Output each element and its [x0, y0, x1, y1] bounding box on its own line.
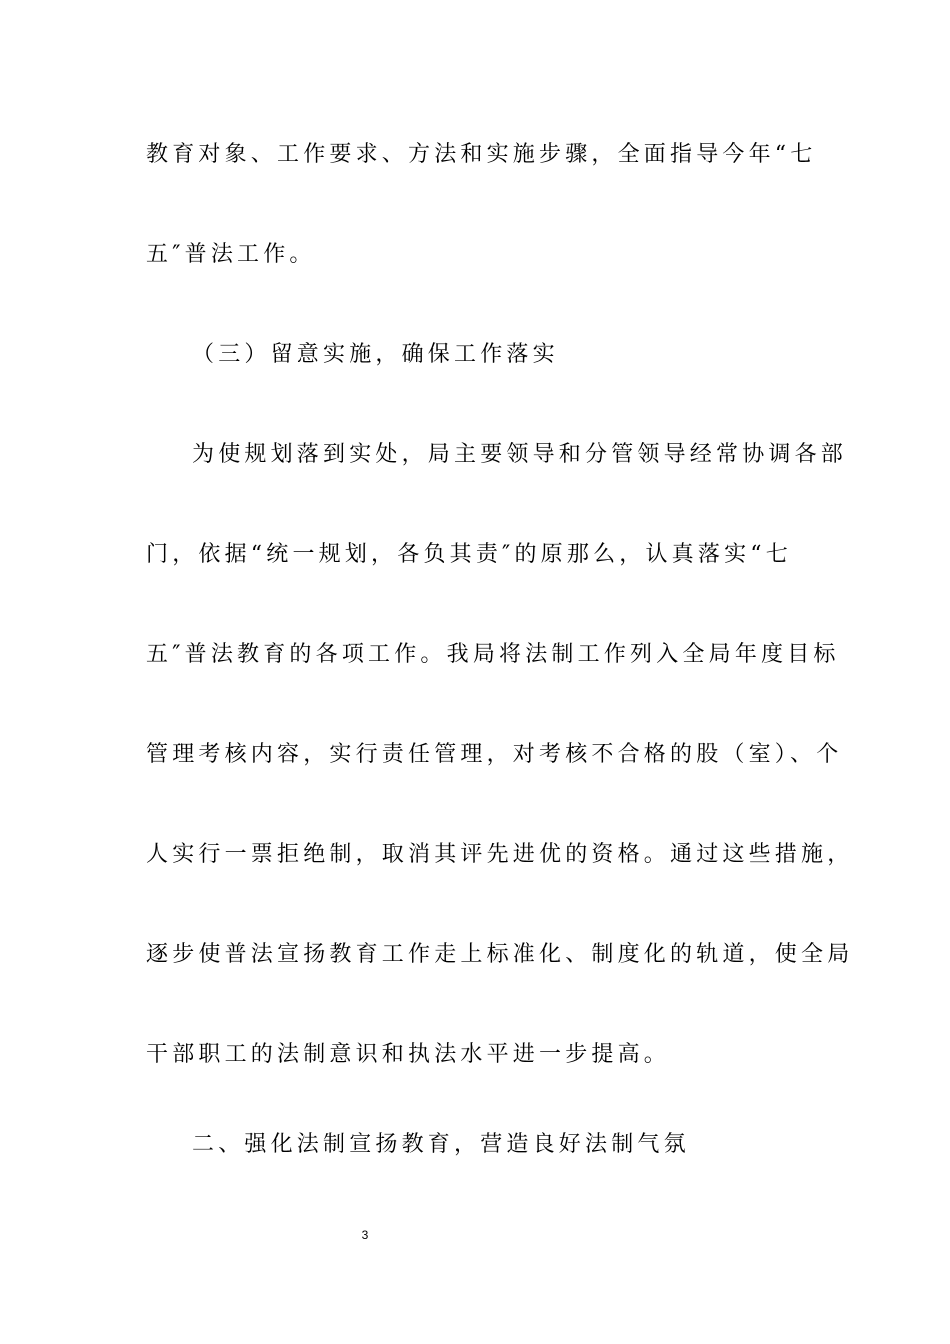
- paragraph-line: 教育对象、工作要求、方法和实施步骤，全面指导今年“七: [146, 142, 817, 167]
- paragraph-line: 逐步使普法宣扬教育工作走上标准化、制度化的轨道，使全局: [146, 942, 854, 967]
- paragraph-line: 人实行一票拒绝制，取消其评先进优的资格。通过这些措施，: [146, 842, 854, 867]
- page-number: 3: [361, 1228, 369, 1242]
- paragraph-line: 门，依据“统一规划，各负其责″的原那么，认真落实“七: [146, 542, 792, 567]
- paragraph-line: 干部职工的法制意识和执法水平进一步提高。: [146, 1042, 671, 1067]
- paragraph-line: 管理考核内容，实行责任管理，对考核不合格的股（室）、个: [146, 742, 843, 767]
- section-heading: （三）留意实施，确保工作落实: [192, 342, 559, 367]
- paragraph-line: 五″普法工作。: [146, 242, 316, 267]
- paragraph-line: 五″普法教育的各项工作。我局将法制工作列入全局年度目标: [146, 642, 840, 667]
- paragraph-line: 为使规划落到实处，局主要领导和分管领导经常协调各部: [192, 442, 848, 467]
- section-heading: 二、强化法制宣扬教育，营造良好法制气氛: [192, 1132, 690, 1157]
